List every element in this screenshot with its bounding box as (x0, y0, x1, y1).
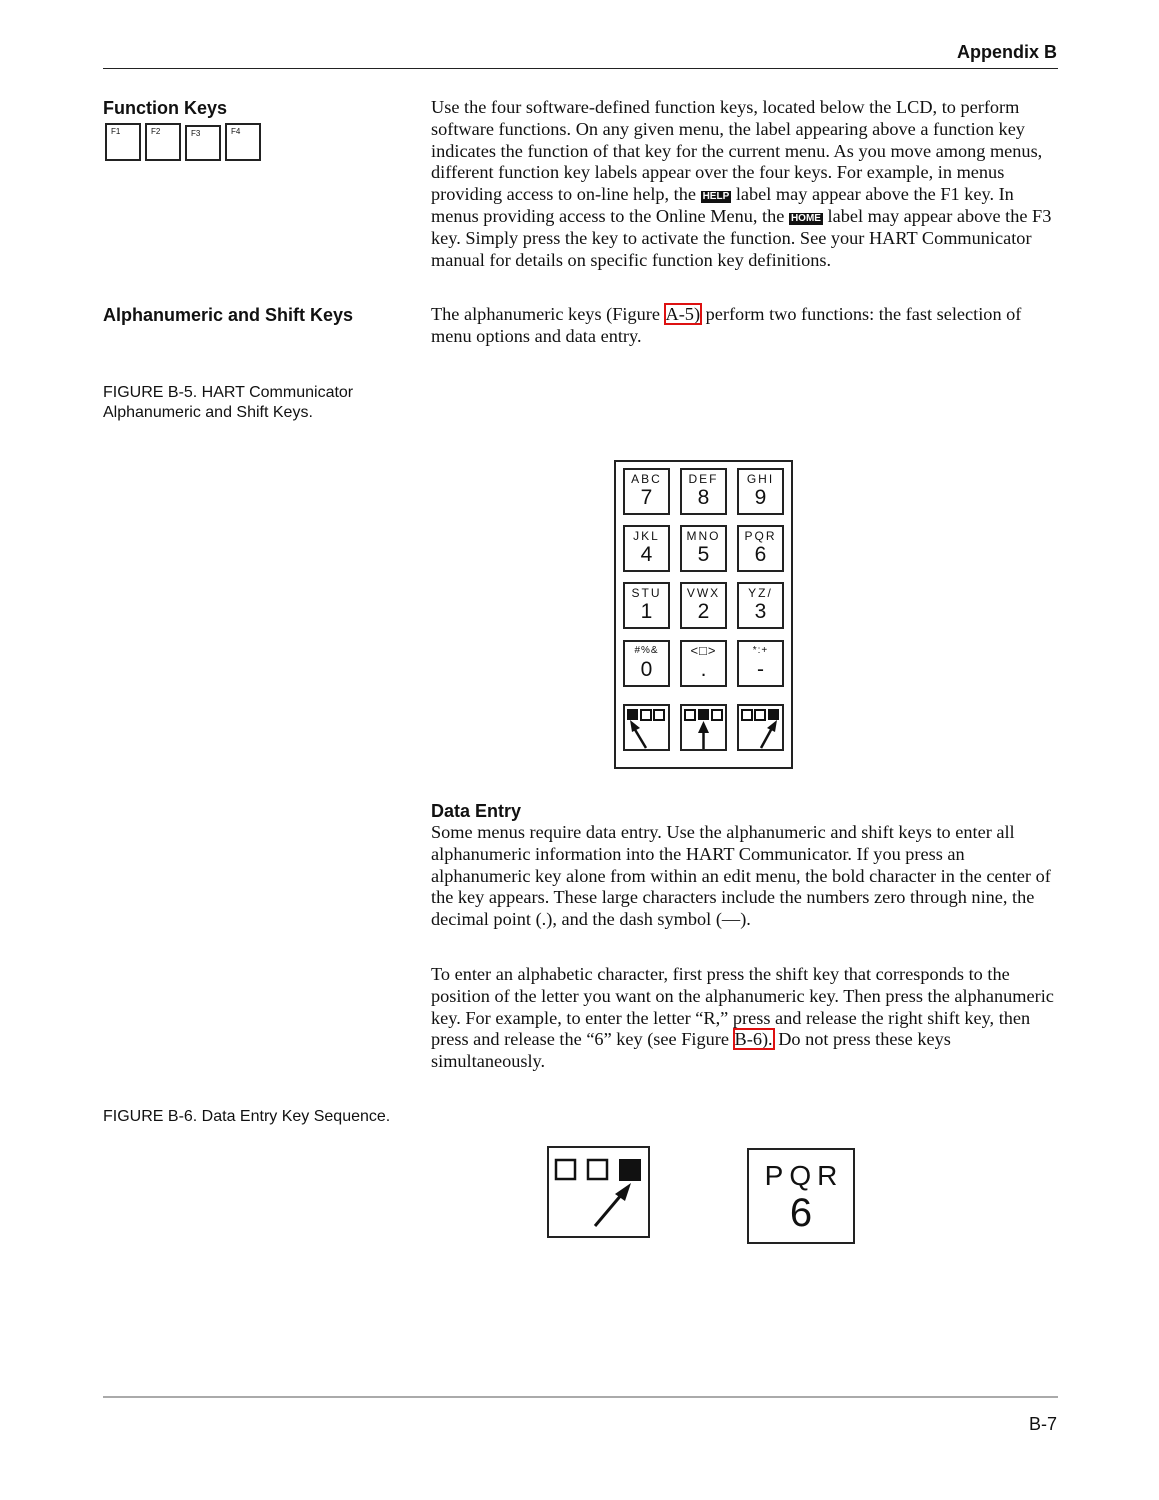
f3-key (185, 125, 221, 161)
f4-key (225, 123, 261, 161)
right-shift-key-figure (547, 1146, 650, 1238)
key-digit: 7 (640, 486, 653, 509)
text: label may appear above the F3 key. Simply press the key to activate the function. See your HART Communicator manual for details on specific function key definitions. (431, 205, 1052, 270)
data-entry-paragraph-1 (431, 822, 1061, 931)
caption-line: Alphanumeric and Shift Keys. (103, 404, 313, 421)
key-digit: 9 (754, 486, 767, 509)
key-letters: PQR (764, 1160, 844, 1191)
text: Do not press these keys simultaneously. (431, 1029, 951, 1072)
data-entry-heading: Data Entry (431, 801, 522, 821)
key-digit: . (700, 658, 707, 681)
home-label-icon: HOME (790, 212, 821, 224)
text: To enter an alphabetic character, first press the shift key that corresponds to the position of the letter you want on the alphanumeric key. Then press the alphanumeric key. For example, to enter the letter “R,” press and release the right shift key, then press and release the “6” key (see Figure (431, 964, 1054, 1050)
key-3 (737, 582, 784, 629)
key-digit: 8 (697, 486, 710, 509)
alphanumeric-heading: Alphanumeric and Shift Keys (103, 305, 354, 325)
key-8 (680, 468, 727, 515)
key-letters: JKL (633, 529, 660, 543)
key-symbols: *:+ (752, 645, 769, 656)
figure-a5-link[interactable]: A-5) (665, 304, 701, 324)
key-letters: VWX (686, 586, 721, 600)
key-digit: 1 (640, 600, 653, 623)
key-digit: 5 (697, 543, 710, 566)
f2-label: F2 (151, 127, 161, 136)
header-rule (103, 68, 1058, 69)
key-digit: 3 (754, 600, 767, 623)
caption-line: FIGURE B-5. HART Communicator (103, 384, 354, 401)
key-6-figure (747, 1148, 855, 1244)
text: The alphanumeric keys (Figure (431, 304, 665, 324)
text: Use the four software-defined function keys, located below the LCD, to perform software functions. On any given menu, the label appearing above a function key indicates the function of that key for the current menu. As you move among menus, different function key labels appear over the four keys. For example, in menus providing access to on-line help, the (431, 97, 1043, 205)
key-letters: MNO (686, 529, 721, 543)
key-digit: - (757, 658, 764, 681)
key-letters: ABC (631, 472, 662, 486)
left-shift-arrow-icon (625, 706, 668, 749)
key-6 (737, 525, 784, 572)
key-decimal (680, 640, 727, 687)
left-shift-key (623, 704, 670, 751)
center-shift-key (680, 704, 727, 751)
key-1 (623, 582, 670, 629)
function-keys-illustration (105, 123, 261, 161)
key-dash (737, 640, 784, 687)
f2-key (145, 123, 181, 161)
data-entry-paragraph-2 (431, 964, 1061, 1073)
f1-key (105, 123, 141, 161)
keypad-figure (614, 460, 793, 769)
key-letters: YZ/ (748, 586, 773, 600)
key-0 (623, 640, 670, 687)
key-letters: PQR (744, 529, 777, 543)
text: label may appear above the F1 key. In menus providing access to the Online Menu, the (431, 184, 1014, 226)
right-shift-arrow-icon (739, 706, 782, 749)
figure-b5-caption (103, 383, 353, 423)
figure-b6-link[interactable]: B-6). (734, 1029, 773, 1050)
text: Some menus require data entry. Use the alphanumeric and shift keys to enter all alphanumeric information into the HART Communicator. If you press an alphanumeric key alone from within an edit menu, the bold character in the center of the key appears. These large characters include the numbers zero through nine, the decimal point (.), and the dash symbol (—). (431, 822, 1051, 930)
key-letters: STU (631, 586, 662, 600)
key-digit: 2 (697, 600, 710, 623)
key-symbols: <□> (690, 643, 717, 658)
header-title: Appendix B (956, 42, 1057, 62)
alphanumeric-paragraph (431, 304, 1061, 348)
key-letters: DEF (688, 472, 719, 486)
right-shift-arrow-icon (549, 1148, 648, 1236)
key-4 (623, 525, 670, 572)
center-shift-arrow-icon (682, 706, 725, 749)
key-digit: 6 (754, 543, 767, 566)
right-shift-key (737, 704, 784, 751)
help-label-icon: HELP (702, 191, 730, 203)
key-digit: 0 (640, 658, 653, 681)
key-letters: GHI (746, 472, 775, 486)
key-digit: 4 (640, 543, 653, 566)
key-5 (680, 525, 727, 572)
f3-label: F3 (191, 129, 201, 138)
footer-rule (103, 1396, 1058, 1398)
key-9 (737, 468, 784, 515)
key-2 (680, 582, 727, 629)
page-number: B-7 (1028, 1414, 1057, 1434)
function-keys-heading: Function Keys (103, 98, 228, 118)
f4-label: F4 (231, 127, 241, 136)
key-7 (623, 468, 670, 515)
function-keys-paragraph (431, 97, 1061, 271)
key-digit: 6 (789, 1191, 813, 1235)
text: perform two functions: the fast selection of menu options and data entry. (431, 304, 1022, 346)
f1-label: F1 (111, 127, 121, 136)
figure-b6-caption: FIGURE B-6. Data Entry Key Sequence. (103, 1108, 391, 1125)
key-symbols: #%& (634, 645, 659, 656)
